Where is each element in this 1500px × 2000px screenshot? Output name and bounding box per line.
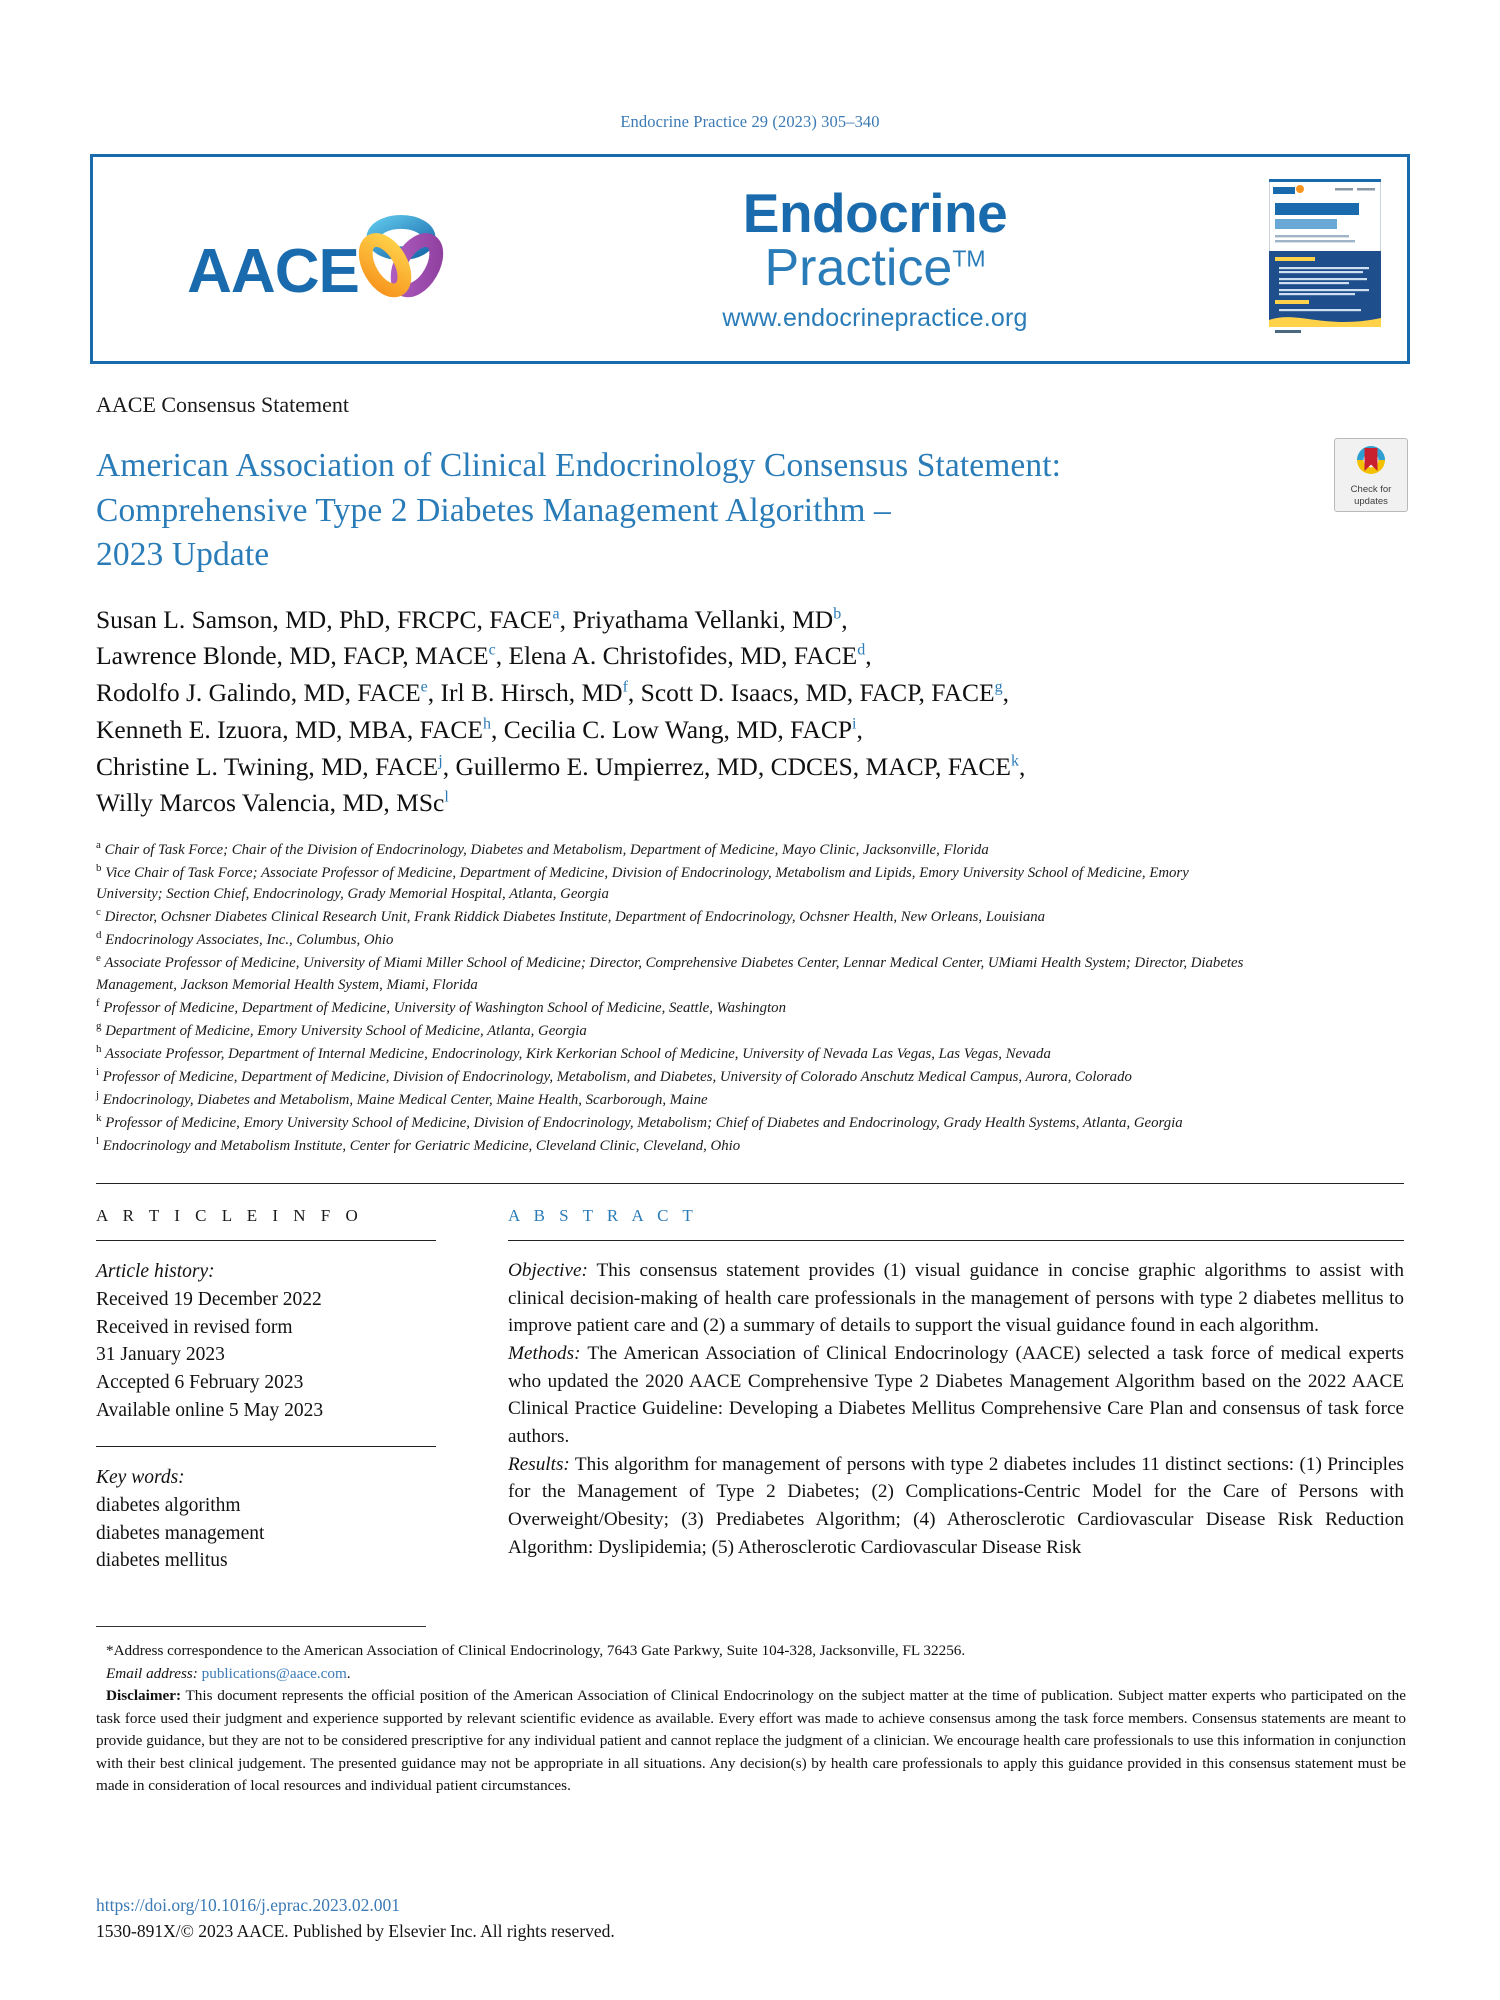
article-history-item: Accepted 6 February 2023 — [96, 1371, 304, 1393]
affiliation-item — [96, 1134, 1256, 1157]
affiliation-mark: j — [96, 1088, 100, 1101]
affiliation-text: Professor of Medicine, Department of Medicine, Division of Endocrinology, Metabolism, and Diabetes, University of Colorado Anschutz Medical Campus, Aurora, Colorado — [102, 1068, 1132, 1085]
abstract-rule — [508, 1240, 1404, 1241]
author-name[interactable]: Susan L. Samson, MD, PhD, FRCPC, FACE — [96, 604, 553, 634]
author-name[interactable]: Cecilia C. Low Wang, MD, FACP — [503, 714, 853, 744]
affiliation-text: Endocrinology, Diabetes and Metabolism, Maine Medical Center, Maine Health, Scarborough, Maine — [102, 1091, 708, 1108]
author-name[interactable]: Lawrence Blonde, MD, FACP, MACE — [96, 641, 489, 671]
journal-banner — [90, 154, 1410, 364]
author-line — [96, 785, 1356, 822]
author-affil-mark: c — [488, 641, 496, 659]
author-sep: , — [865, 641, 872, 671]
email-link[interactable]: publications@aace.com — [201, 1664, 347, 1682]
article-type-label: AACE Consensus Statement — [96, 392, 349, 417]
affiliation-item — [96, 1088, 1256, 1111]
affiliation-mark: g — [96, 1019, 102, 1032]
affiliation-text: Chair of Task Force; Chair of the Division of Endocrinology, Diabetes and Metabolism, Department of Medicine, Mayo Clinic, Jacksonville, Florida — [104, 841, 989, 858]
footnote-divider — [96, 1626, 426, 1627]
article-info-column — [96, 1206, 476, 1575]
affiliation-mark: e — [96, 952, 101, 965]
aace-trefoil-knot-icon — [355, 210, 447, 302]
abstract-section — [508, 1340, 1404, 1451]
keywords-label: Key words: — [96, 1467, 185, 1489]
abstract-section-text: The American Association of Clinical Endocrinology (AACE) selected a task force of medical experts who updated the 2020 AACE Comprehensive Type 2 Diabetes Management Algorithm based on the 2022 AACE Clinical Practice Guideline: Developing a Diabetes Mellitus Comprehensive Care Plan and consensus of task force authors. — [508, 1343, 1404, 1448]
email-period: . — [346, 1664, 351, 1682]
title-line-3: 2023 Update — [96, 536, 270, 574]
author-name[interactable]: Priyathama Vellanki, MD — [572, 604, 834, 634]
affiliation-item — [96, 996, 1256, 1019]
article-history-item: Received in revised form — [96, 1316, 293, 1338]
keyword-item: diabetes algorithm — [96, 1495, 241, 1517]
author-affil-mark: i — [852, 715, 857, 733]
disclaimer-note — [96, 1685, 1406, 1798]
aace-wordmark: AACE — [187, 237, 359, 306]
author-affil-mark: j — [438, 752, 443, 770]
abstract-section-label: Methods: — [508, 1343, 581, 1365]
affiliation-item — [96, 905, 1256, 928]
keyword-item: diabetes mellitus — [96, 1550, 228, 1572]
journal-cover-thumb — [1257, 179, 1407, 339]
author-line — [96, 749, 1356, 786]
affiliation-mark: a — [96, 838, 101, 851]
affiliation-mark: f — [96, 996, 100, 1009]
running-head: Endocrine Practice 29 (2023) 305–340 — [620, 112, 880, 131]
copyright-line: 1530-891X/© 2023 AACE. Published by Elsevier Inc. All rights reserved. — [96, 1921, 615, 1942]
author-sep: , — [442, 751, 456, 781]
affiliation-item — [96, 1042, 1256, 1065]
article-history-item: Available online 5 May 2023 — [96, 1399, 324, 1421]
affiliation-text: Vice Chair of Task Force; Associate Professor of Medicine, Department of Medicine, Division of Endocrinology, Metabolism and Lipids, Emory University School of Medicine, Emory University; Section Chief, Endocrinology, Grady Memorial Hospital, Atlanta, Georgia — [96, 864, 1189, 903]
affiliation-item — [96, 1019, 1256, 1042]
author-sep: , — [559, 604, 573, 634]
journal-name-line1: Endocrine — [742, 182, 1008, 245]
abstract-section-label: Objective: — [508, 1260, 588, 1282]
aace-logo — [93, 215, 523, 306]
affiliation-item — [96, 928, 1256, 951]
abstract-heading: A B S T R A C T — [508, 1206, 698, 1226]
author-affil-mark: e — [420, 678, 428, 696]
author-sep: , — [627, 678, 641, 708]
article-history-block — [96, 1258, 436, 1424]
author-name[interactable]: Kenneth E. Izuora, MD, MBA, FACE — [96, 714, 483, 744]
author-affil-mark: k — [1011, 752, 1020, 770]
disclaimer-text: This document represents the official position of the American Association of Clinical Endocrinology on the subject matter at the time of publication. Subject matter experts who participated on the task force used their judgment and experience supported by relevant scientific evidence as available. Every effort was made to achieve consensus among the task force members. Consensus statements are meant to provide guidance, but they are not to be considered prescriptive for any individual patient and cannot replace the judgment of a clinician. We encourage health care professionals to use this information in conjunction with their best clinical judgement. The presented guidance may not be appropriate in all situations. Any decision(s) by health care professionals to apply this guidance provided in this consensus statement must be made in consideration of local resources and individual patient circumstances. — [96, 1687, 1406, 1794]
email-note — [96, 1663, 1406, 1686]
affiliation-text: Endocrinology Associates, Inc., Columbus, Ohio — [105, 932, 394, 949]
abstract-section — [508, 1451, 1404, 1562]
trademark-symbol: TM — [952, 245, 986, 272]
journal-title-block — [493, 182, 1257, 333]
journal-cover-icon — [1269, 179, 1381, 339]
doi-link[interactable]: https://doi.org/10.1016/j.eprac.2023.02.001 — [96, 1895, 400, 1915]
author-name[interactable]: Elena A. Christofides, MD, FACE — [508, 641, 858, 671]
author-affil-mark: d — [857, 641, 866, 659]
crossmark-check-for-updates-badge[interactable] — [1334, 438, 1408, 512]
abstract-section-text: This consensus statement provides (1) visual guidance in concise graphic algorithms to assist with clinical decision-making of health care professionals in the management of persons with type 2 diabetes mellitus to improve patient care and (2) a summary of details to support the visual guidance found in each algorithm. — [508, 1260, 1404, 1337]
author-affil-mark: h — [482, 715, 491, 733]
affiliation-mark: i — [96, 1065, 100, 1078]
email-label: Email address: — [106, 1664, 198, 1682]
crossmark-logo-icon — [1351, 444, 1391, 478]
crossmark-label-line1: Check for — [1350, 484, 1392, 495]
affiliation-mark: d — [96, 929, 102, 942]
page-title — [96, 444, 1286, 578]
affiliations-list — [96, 838, 1256, 1157]
affiliation-text: Endocrinology and Metabolism Institute, Center for Geriatric Medicine, Cleveland Clinic, Cleveland, Ohio — [102, 1138, 741, 1155]
correspondence-note: *Address correspondence to the American Association of Clinical Endocrinology, 7643 Gate Parkwy, Suite 104-328, Jacksonville, FL 32256. — [106, 1642, 966, 1659]
affiliation-item — [96, 1065, 1256, 1088]
disclaimer-label: Disclaimer: — [106, 1687, 182, 1704]
abstract-section-text: This algorithm for management of persons with type 2 diabetes includes 11 distinct sections: (1) Principles for the Management of Type 2 Diabetes; (2) Complications-Centric Model for the Care of Persons with Overweight/Obesity; (3) Prediabetes Algorithm; (4) Atherosclerotic Cardiovascular Disease Risk Reduction Algorithm: Dyslipidemia; (5) Atherosclerotic Cardiovascular Disease Risk — [508, 1453, 1404, 1558]
affiliation-mark: c — [96, 906, 101, 919]
affiliation-text: Department of Medicine, Emory University School of Medicine, Atlanta, Georgia — [105, 1022, 587, 1039]
author-sep: , — [495, 641, 509, 671]
keywords-rule — [96, 1446, 436, 1447]
abstract-section — [508, 1257, 1404, 1340]
author-name[interactable]: Willy Marcos Valencia, MD, MSc — [96, 788, 445, 818]
affiliation-text: Professor of Medicine, Emory University School of Medicine, Division of Endocrinology, Metabolism; Chief of Diabetes and Endocrinology, Grady Health Systems, Atlanta, Georgia — [105, 1114, 1183, 1131]
author-name[interactable]: Guillermo E. Umpierrez, MD, CDCES, MACP, FACE — [455, 751, 1012, 781]
affiliation-item — [96, 951, 1256, 995]
affiliation-item — [96, 838, 1256, 861]
affiliation-mark: b — [96, 862, 102, 875]
author-line — [96, 638, 1356, 675]
article-info-rule — [96, 1240, 436, 1241]
affiliation-text: Professor of Medicine, Department of Medicine, University of Washington School of Medicine, Seattle, Washington — [103, 999, 786, 1016]
journal-website[interactable]: www.endocrinepractice.org — [722, 303, 1028, 332]
journal-name-practice: Practice — [764, 239, 953, 298]
crossmark-label-line2: updates — [1354, 496, 1388, 508]
author-line — [96, 602, 1356, 639]
title-line-1: American Association of Clinical Endocrinology Consensus Statement: — [96, 447, 1062, 484]
author-line — [96, 675, 1356, 712]
affiliation-text: Director, Ochsner Diabetes Clinical Research Unit, Frank Riddick Diabetes Institute, Department of Endocrinology, Ochsner Health, New Orleans, Louisiana — [104, 909, 1046, 926]
abstract-body — [508, 1257, 1404, 1561]
keywords-block — [96, 1464, 436, 1575]
author-affil-mark: a — [552, 605, 560, 623]
author-affil-mark: l — [444, 788, 449, 806]
affiliation-mark: l — [96, 1135, 100, 1148]
author-affil-mark: f — [622, 678, 628, 696]
author-name[interactable]: Scott D. Isaacs, MD, FACP, FACE — [640, 678, 995, 708]
author-name[interactable]: Christine L. Twining, MD, FACE — [96, 751, 439, 781]
article-history-item: Received 19 December 2022 — [96, 1288, 322, 1310]
affiliation-text: Associate Professor of Medicine, University of Miami Miller School of Medicine; Director, Comprehensive Diabetes Center, Lennar Medical Center, UMiami Health System; Director, Diabetes Management, Jackson Memorial Health System, Miami, Florida — [96, 955, 1244, 993]
title-line-2: Comprehensive Type 2 Diabetes Management Algorithm – — [96, 491, 891, 529]
author-sep: , — [841, 604, 848, 634]
article-info-heading: A R T I C L E I N F O — [96, 1206, 364, 1226]
affiliation-mark: h — [96, 1042, 102, 1055]
abstract-column — [476, 1206, 1404, 1575]
doi-copyright-block — [96, 1892, 615, 1945]
author-sep: , — [427, 678, 441, 708]
article-history-label: Article history: — [96, 1261, 215, 1283]
journal-name-line2 — [493, 241, 1257, 296]
author-sep: , — [1019, 751, 1026, 781]
title-row — [96, 444, 1404, 578]
affiliation-item — [96, 1111, 1256, 1134]
author-name[interactable]: Rodolfo J. Galindo, MD, FACE — [96, 678, 421, 708]
author-list — [96, 602, 1356, 822]
author-name[interactable]: Irl B. Hirsch, MD — [440, 678, 623, 708]
info-abstract-columns — [96, 1206, 1404, 1575]
author-sep: , — [490, 714, 504, 744]
divider-above-abstract — [96, 1183, 1404, 1184]
author-line — [96, 712, 1356, 749]
footnotes-block — [96, 1640, 1406, 1798]
article-history-item: 31 January 2023 — [96, 1344, 225, 1366]
author-affil-mark: g — [994, 678, 1003, 696]
author-affil-mark: b — [833, 605, 842, 623]
affiliation-mark: k — [96, 1112, 102, 1125]
affiliation-text: Associate Professor, Department of Internal Medicine, Endocrinology, Kirk Kerkorian School of Medicine, University of Nevada Las Vegas, Las Vegas, Nevada — [104, 1045, 1051, 1062]
abstract-section-label: Results: — [508, 1453, 570, 1475]
author-sep: , — [1002, 678, 1009, 708]
affiliation-item — [96, 861, 1256, 905]
author-sep: , — [856, 714, 863, 744]
keyword-item: diabetes management — [96, 1522, 265, 1544]
